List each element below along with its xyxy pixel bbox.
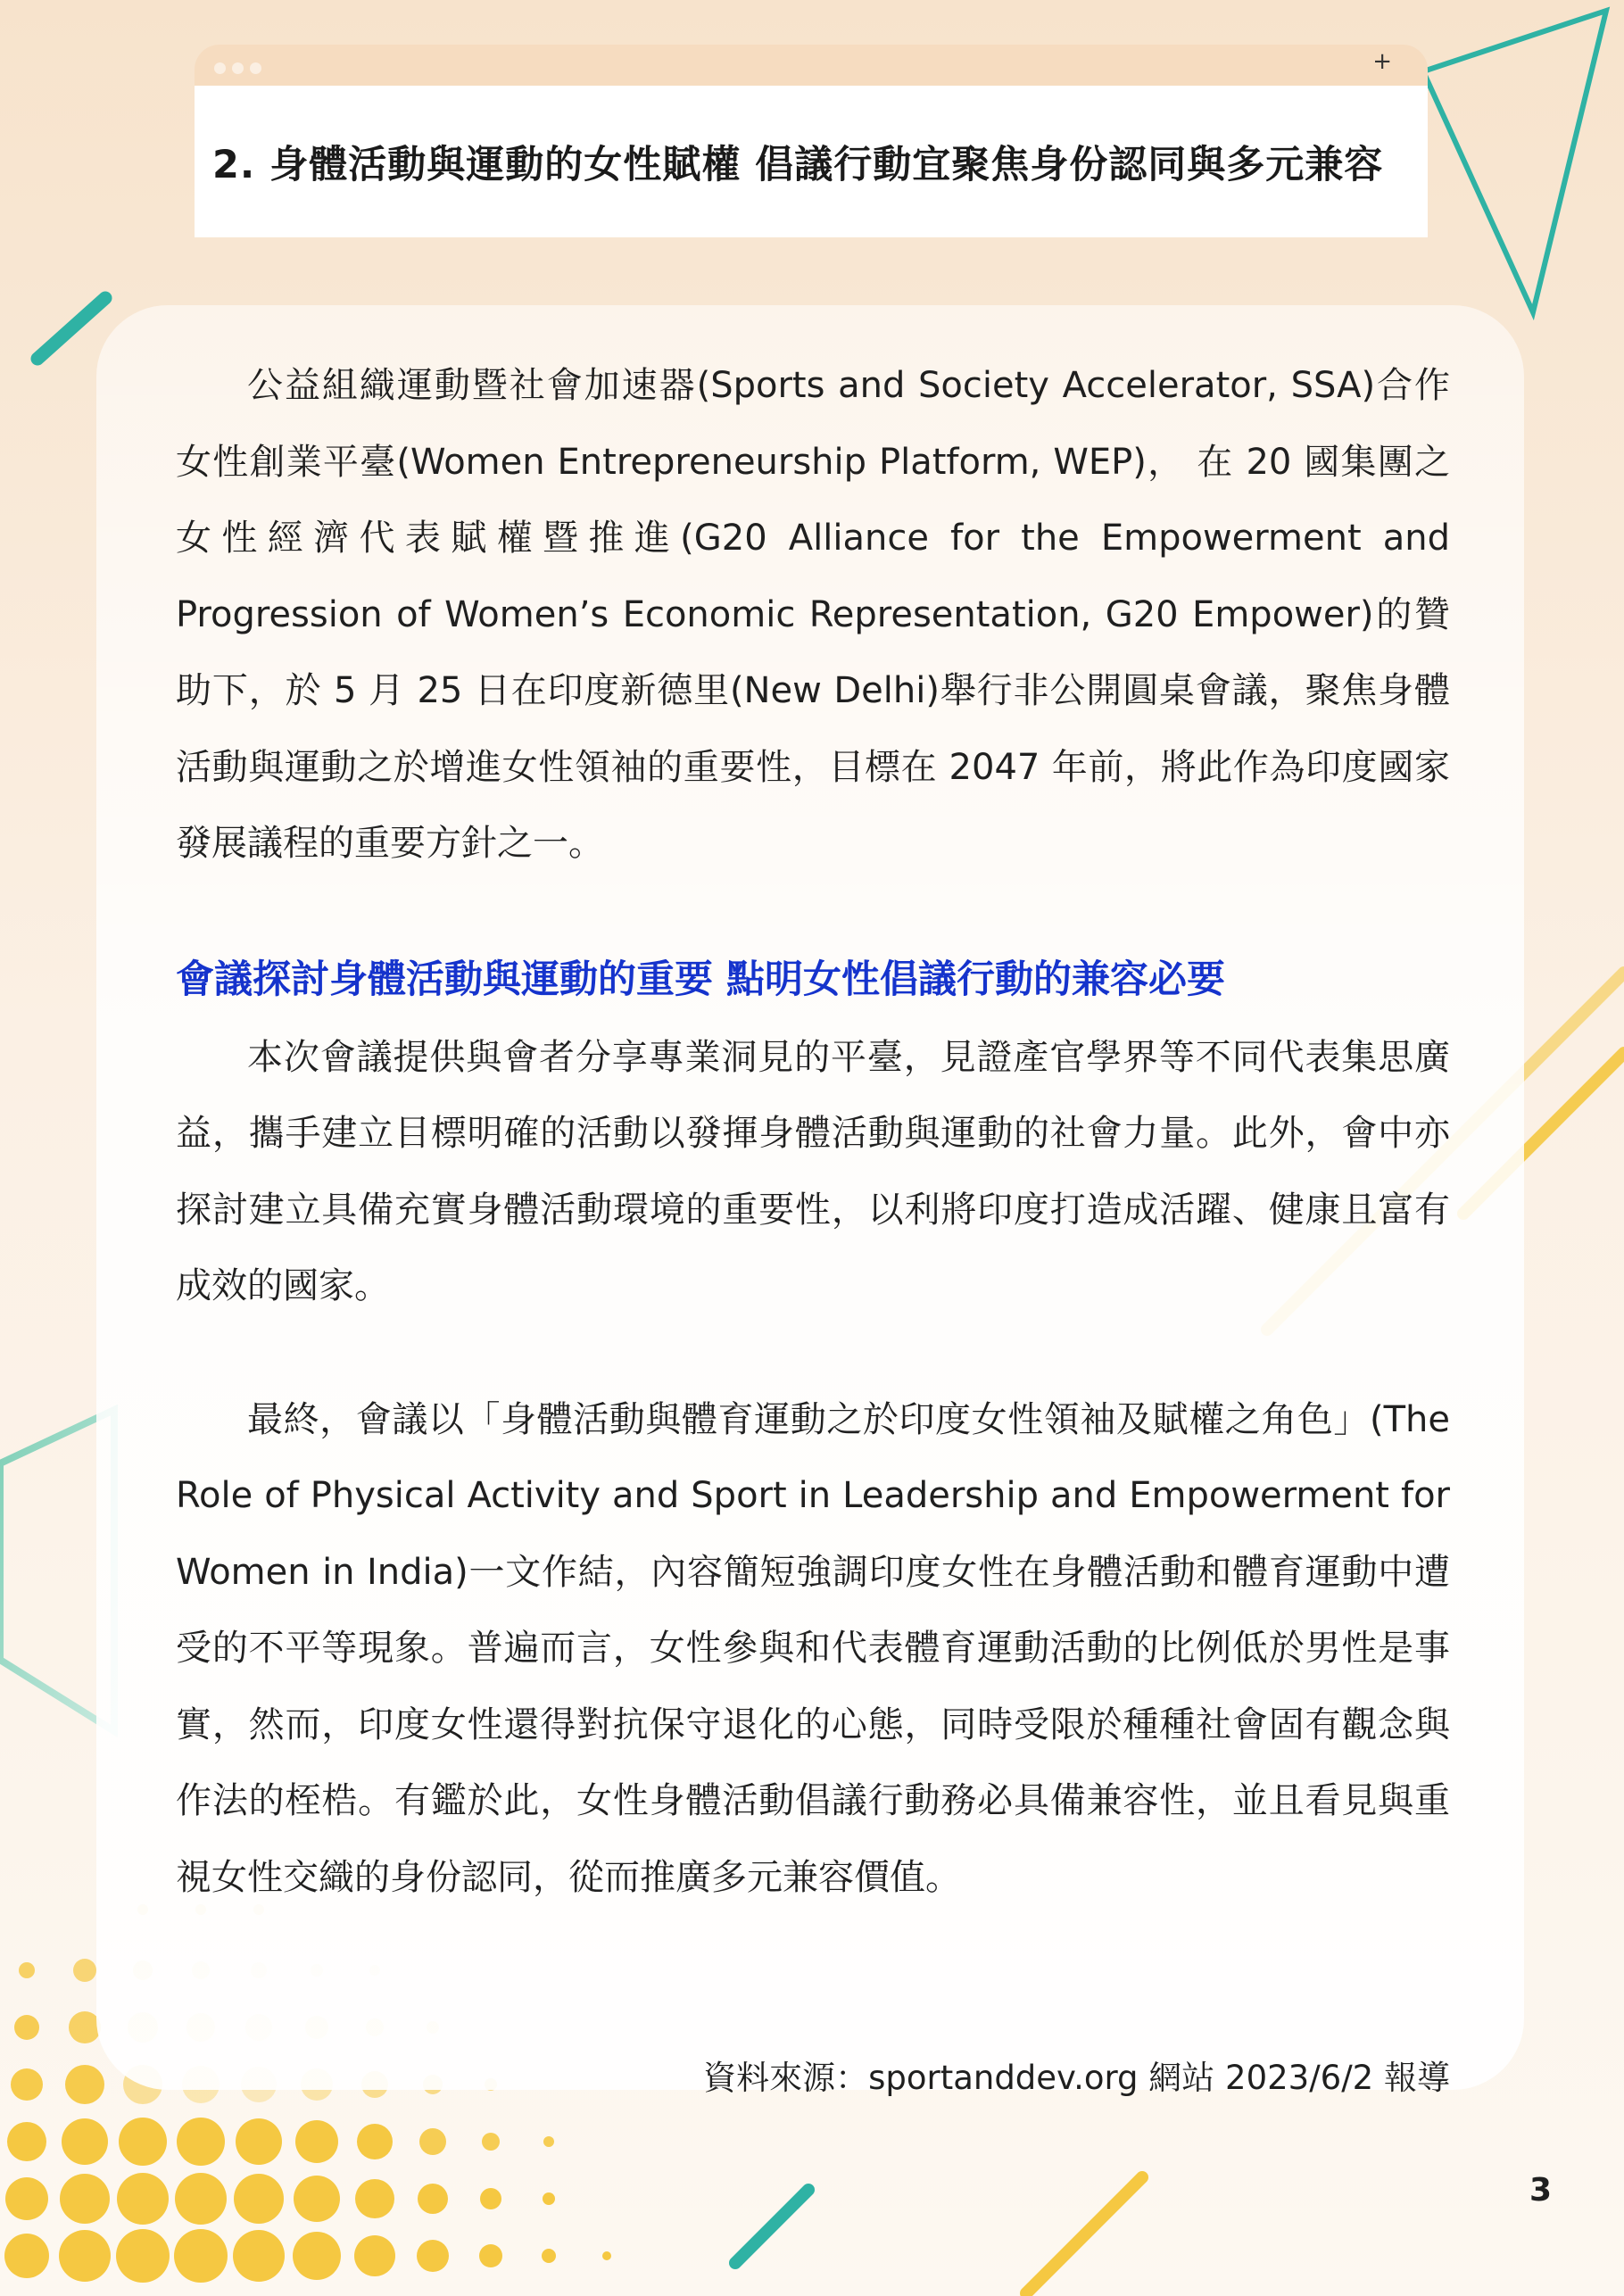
window-dot-3 xyxy=(250,62,261,74)
window-dot-1 xyxy=(214,62,226,74)
teal-bottom-dash-decoration xyxy=(723,2177,821,2275)
article-body xyxy=(176,348,1450,1916)
yellow-bottom-dash-decoration xyxy=(1017,2168,1151,2296)
source-citation: 資料來源：sportanddev.org 網站 2023/6/2 報導 xyxy=(703,2059,1450,2097)
title-window-bar xyxy=(195,45,1428,86)
title-card xyxy=(195,86,1428,237)
window-dot-2 xyxy=(232,62,244,74)
plus-icon: + xyxy=(1372,48,1392,75)
paragraph-3: 最終，會議以「身體活動與體育運動之於印度女性領袖及賦權之角色」(The Role of Physical Activity and Sport in Leadership and Empowerment for Women in India)一文作結，內容簡短強調印度女性在身體活動和體育運動中遭受的不平等現象。普遍而言，女性參與和代表體育運動活動的比例低於男性是事實，然而，印度女性還得對抗保守退化的心態，同時受限於種種社會固有觀念與作法的桎梏。有鑑於此，女性身體活動倡議行動務必具備兼容性，並且看見與重視女性交織的身份認同，從而推廣多元兼容價值。 xyxy=(176,1398,1450,1898)
page-title: 2. 身體活動與運動的女性賦權 倡議行動宜聚焦身份認同與多元兼容 xyxy=(212,142,1384,187)
paragraph-spacer xyxy=(176,883,1450,940)
paragraph-1: 公益組織運動暨社會加速器(Sports and Society Accelerator, SSA)合作女性創業平臺(Women Entrepreneurship Platform, WEP)， 在 20 國集團之女性經濟代表賦權暨推進(G20 Alliance for the Empowerment and Progression of Women’s Economic Representation, G20 Empower)的贊助下，於 5 月 25 日在印度新德里(New Delhi)舉行非公開圓桌會議，聚焦身體活動與運動之於增進女性領袖的重要性，目標在 2047 年前，將此作為印度國家發展議程的重要方針之一。 xyxy=(176,365,1450,864)
paragraph-2: 本次會議提供與會者分享專業洞見的平臺，見證產官學界等不同代表集思廣益，攜手建立目標明確的活動以發揮身體活動與運動的社會力量。此外，會中亦探討建立具備充實身體活動環境的重要性，以利將印度打造成活躍、健康且富有成效的國家。 xyxy=(176,1036,1450,1306)
paragraph-spacer xyxy=(176,1325,1450,1382)
section-subheading: 會議探討身體活動與運動的重要 點明女性倡議行動的兼容必要 xyxy=(176,957,1225,1002)
page-number: 3 xyxy=(1529,2172,1553,2209)
